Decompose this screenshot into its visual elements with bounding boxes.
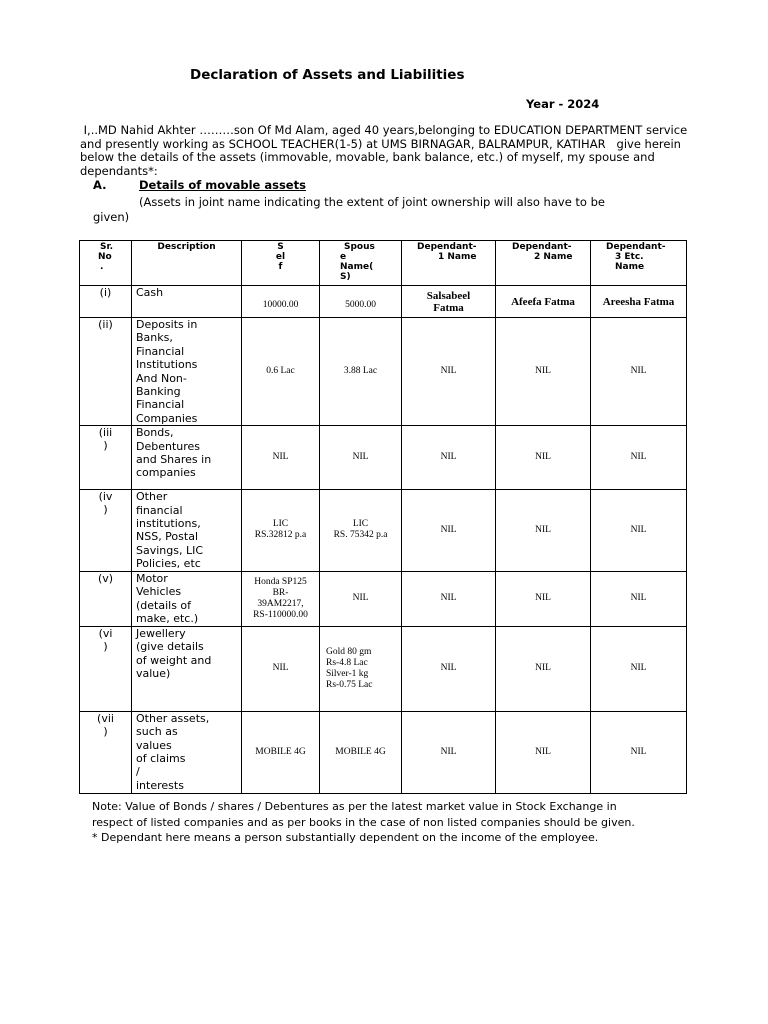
- cell-text: Gold 80 gm: [326, 646, 372, 657]
- cell-text: Bonds,: [136, 426, 174, 440]
- intro-line: dependants*:: [80, 163, 158, 178]
- cell-text: ): [103, 503, 108, 517]
- cell-text: Cash: [136, 286, 164, 299]
- cell-desc: [132, 571, 242, 626]
- cell-dep1: [402, 318, 496, 426]
- cell-spouse: [320, 286, 402, 318]
- cell-spouse: [320, 626, 402, 711]
- cell-text: /: [136, 765, 140, 779]
- cell-text: 5000.00: [345, 300, 376, 310]
- header-text: S): [340, 272, 351, 282]
- section-title: Details of movable assets: [139, 178, 306, 192]
- cell-text: NIL: [352, 452, 369, 463]
- header-text: S: [277, 242, 284, 252]
- cell-text: MOBILE 4G: [255, 746, 306, 757]
- intro-paragraph: [80, 124, 705, 178]
- cell-text: ): [103, 724, 108, 738]
- cell-text: NIL: [630, 366, 647, 377]
- table-row: [80, 286, 687, 318]
- table-row: [80, 711, 687, 793]
- document-title: Declaration of Assets and Liabilities: [190, 67, 465, 83]
- cell-dep2: [496, 571, 591, 626]
- cell-dep1: [402, 626, 496, 711]
- cell-dep3: [591, 711, 687, 793]
- cell-dep2: [496, 318, 591, 426]
- cell-text: LIC: [352, 519, 369, 530]
- cell-text: Other: [136, 490, 168, 504]
- cell-text: NIL: [535, 746, 551, 757]
- cell-text: 3.88 Lac: [343, 366, 378, 377]
- header-text: el: [275, 252, 286, 262]
- cell-text: Institutions: [136, 358, 198, 372]
- footnote-line: Note: Value of Bonds / shares / Debentures as per the latest market value in Stock Exchange in: [92, 800, 617, 813]
- section-note-line: (Assets in joint name indicating the extent of joint ownership will also have to be: [139, 195, 605, 209]
- header-text: .: [100, 262, 104, 272]
- cell-text: NIL: [440, 524, 457, 535]
- cell-dep3: [591, 426, 687, 490]
- section-label: A.: [93, 178, 107, 192]
- header-text: Dependant-: [512, 242, 572, 252]
- cell-text: (iii: [98, 426, 113, 440]
- header-text: Name(: [340, 262, 374, 272]
- cell-text: NIL: [440, 663, 457, 674]
- cell-text: NIL: [535, 366, 551, 377]
- cell-text: and Shares in: [136, 453, 212, 467]
- cell-text: (ii): [98, 318, 113, 331]
- table-row: [80, 318, 687, 426]
- cell-text: NIL: [440, 452, 457, 463]
- cell-desc: [132, 490, 242, 571]
- cell-text: Areesha Fatma: [602, 295, 675, 308]
- header-text: 1 Name: [438, 252, 477, 262]
- cell-text: Vehicles: [136, 585, 182, 599]
- footnote-line: * Dependant here means a person substantially dependent on the income of the employee.: [92, 831, 599, 844]
- cell-sr: [80, 711, 132, 793]
- cell-text: such as: [136, 725, 178, 739]
- cell-sr: [80, 286, 132, 318]
- header-self: [242, 241, 320, 286]
- cell-sr: [80, 426, 132, 490]
- cell-desc: [132, 626, 242, 711]
- cell-text: make, etc.): [136, 611, 199, 625]
- cell-self: [242, 571, 320, 626]
- cell-self: [242, 426, 320, 490]
- cell-text: of weight and: [136, 653, 212, 667]
- header-spouse: [320, 241, 402, 286]
- cell-dep1: [402, 711, 496, 793]
- cell-sr: [80, 626, 132, 711]
- header-text: Sr.: [100, 242, 114, 252]
- cell-text: NIL: [630, 452, 647, 463]
- cell-dep3: [591, 318, 687, 426]
- cell-text: Savings, LIC: [136, 543, 204, 557]
- cell-text: Fatma: [433, 301, 464, 314]
- cell-text: (iv: [98, 490, 113, 504]
- cell-dep3: [591, 626, 687, 711]
- cell-text: value): [136, 666, 171, 680]
- cell-text: 0.6 Lac: [266, 366, 295, 377]
- cell-text: Afeefa Fatma: [511, 295, 575, 308]
- header-text: f: [278, 262, 283, 272]
- cell-text: institutions,: [136, 517, 201, 531]
- intro-line: below the details of the assets (immovable, movable, bank balance, etc.) of myself, my spouse and: [80, 150, 655, 164]
- cell-text: Financial: [136, 344, 185, 358]
- cell-text: RS. 75342 p.a: [333, 530, 388, 541]
- cell-spouse: [320, 490, 402, 571]
- header-text: Description: [157, 242, 216, 252]
- cell-text: LIC: [272, 519, 289, 530]
- table-row: [80, 490, 687, 571]
- intro-line: I,..MD Nahid Akhter ………son Of Md Alam, aged 40 years,belonging to EDUCATION DEPARTMENT service: [80, 123, 688, 137]
- cell-text: NIL: [440, 746, 457, 757]
- cell-sr: [80, 571, 132, 626]
- header-dependant-1: [402, 241, 496, 286]
- cell-dep1: [402, 571, 496, 626]
- cell-text: Honda SP125: [254, 576, 307, 587]
- cell-spouse: [320, 711, 402, 793]
- cell-text: (vi: [98, 626, 113, 640]
- cell-text: interests: [136, 778, 184, 792]
- header-text: 2 Name: [534, 252, 573, 262]
- cell-text: NIL: [440, 366, 457, 377]
- cell-text: (details of: [136, 598, 192, 612]
- cell-text: NIL: [440, 593, 457, 604]
- section-note-line: given): [93, 209, 130, 224]
- cell-text: NIL: [630, 663, 647, 674]
- cell-text: (vii: [97, 711, 114, 725]
- cell-text: Rs-0.75 Lac: [326, 679, 373, 690]
- cell-spouse: [320, 571, 402, 626]
- cell-sr: [80, 318, 132, 426]
- header-text: e: [340, 252, 347, 262]
- cell-dep1: [402, 426, 496, 490]
- header-dependant-3: [591, 241, 687, 286]
- cell-text: Motor: [136, 571, 168, 585]
- header-text: Dependant-: [417, 242, 477, 252]
- table-row: [80, 626, 687, 711]
- cell-text: RS.32812 p.a: [254, 530, 307, 541]
- cell-self: [242, 286, 320, 318]
- cell-dep1: [402, 286, 496, 318]
- header-text: Spous: [344, 242, 375, 252]
- movable-assets-table: [79, 240, 687, 794]
- cell-text: Policies, etc: [136, 557, 201, 571]
- cell-text: ): [103, 639, 108, 653]
- cell-spouse: [320, 318, 402, 426]
- cell-text: (give details: [136, 640, 204, 654]
- cell-text: NIL: [352, 593, 369, 604]
- cell-text: (i): [99, 286, 112, 299]
- cell-self: [242, 711, 320, 793]
- footnote-line: respect of listed companies and as per books in the case of non listed companies should be given.: [92, 815, 635, 829]
- cell-self: [242, 318, 320, 426]
- cell-text: Deposits in: [136, 318, 198, 331]
- cell-text: Silver-1 kg: [326, 668, 369, 679]
- cell-dep2: [496, 490, 591, 571]
- cell-text: NIL: [630, 524, 647, 535]
- cell-text: And Non-: [136, 371, 187, 385]
- footnote: [92, 799, 712, 846]
- cell-self: [242, 490, 320, 571]
- cell-text: NIL: [535, 593, 551, 604]
- cell-spouse: [320, 426, 402, 490]
- cell-desc: [132, 426, 242, 490]
- intro-line: and presently working as SCHOOL TEACHER(1-5) at UMS BIRNAGAR, BALRAMPUR, KATIHAR give herein: [80, 136, 681, 151]
- cell-dep1: [402, 490, 496, 571]
- cell-text: BR-: [272, 587, 289, 598]
- cell-text: companies: [136, 466, 196, 480]
- cell-desc: [132, 318, 242, 426]
- cell-self: [242, 626, 320, 711]
- section-note: [93, 195, 605, 224]
- header-text: No: [98, 252, 112, 262]
- cell-text: NSS, Postal: [136, 530, 198, 544]
- cell-dep2: [496, 426, 591, 490]
- header-text: 3 Etc.: [615, 252, 644, 262]
- cell-sr: [80, 490, 132, 571]
- header-dependant-2: [496, 241, 591, 286]
- cell-text: NIL: [535, 452, 551, 463]
- cell-text: NIL: [535, 524, 551, 535]
- header-text: Name: [615, 262, 645, 272]
- cell-text: NIL: [630, 746, 647, 757]
- cell-text: NIL: [535, 663, 551, 674]
- cell-text: Banking: [136, 385, 181, 399]
- table-row: [80, 426, 687, 490]
- cell-text: RS-110000.00: [253, 609, 308, 620]
- cell-text: MOBILE 4G: [335, 746, 386, 757]
- cell-dep2: [496, 711, 591, 793]
- cell-dep3: [591, 571, 687, 626]
- cell-text: Rs-4.8 Lac: [326, 657, 368, 668]
- cell-dep3: [591, 490, 687, 571]
- table-row: [80, 571, 687, 626]
- cell-text: of claims: [136, 751, 186, 765]
- cell-dep2: [496, 286, 591, 318]
- cell-dep2: [496, 626, 591, 711]
- cell-text: Companies: [136, 411, 198, 425]
- cell-text: Salsabeel: [426, 289, 471, 302]
- header-text: Dependant-: [606, 242, 666, 252]
- header-sr-no: [80, 241, 132, 286]
- header-description: [132, 241, 242, 286]
- declaration-year: Year - 2024: [526, 97, 600, 111]
- cell-text: Financial: [136, 398, 185, 412]
- cell-text: Other assets,: [136, 711, 210, 725]
- cell-text: Jewellery: [136, 626, 186, 640]
- cell-text: Banks,: [136, 331, 173, 345]
- cell-text: 10000.00: [262, 300, 299, 310]
- cell-text: (v): [97, 571, 114, 585]
- cell-desc: [132, 286, 242, 318]
- cell-text: NIL: [272, 452, 289, 463]
- cell-dep3: [591, 286, 687, 318]
- cell-text: values: [136, 738, 172, 752]
- cell-text: ): [103, 439, 108, 453]
- cell-desc: [132, 711, 242, 793]
- table-header-row: [80, 241, 687, 286]
- cell-text: financial: [136, 503, 183, 517]
- cell-text: NIL: [272, 663, 289, 674]
- cell-text: NIL: [630, 593, 647, 604]
- cell-text: 39AM2217,: [257, 598, 304, 609]
- cell-text: Debentures: [136, 439, 201, 453]
